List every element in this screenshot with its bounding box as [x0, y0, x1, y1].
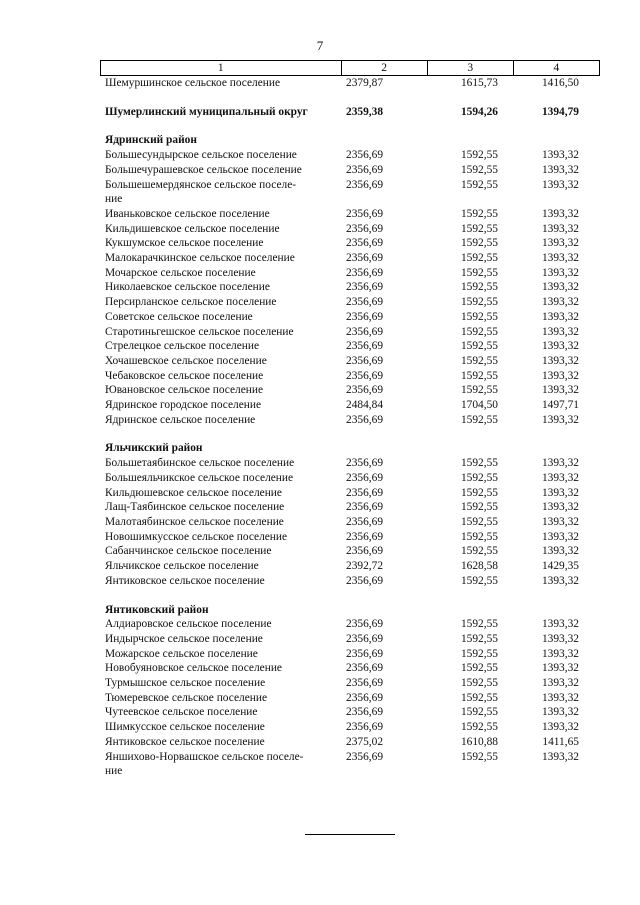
value-col-3: 1592,55	[460, 721, 498, 734]
value-col-3	[428, 133, 498, 148]
value-col-4: 1393,32	[541, 471, 579, 484]
settlement-name: Иваньковское сельское поселение	[105, 207, 270, 220]
value-col-4: 1393,32	[541, 296, 579, 309]
value-col-3: 1592,55	[460, 340, 498, 353]
settlement-name: Новобуяновское сельское поселение	[105, 662, 282, 675]
value-col-2: 2356,69	[346, 501, 384, 514]
value-col-3: 1592,55	[460, 706, 498, 719]
value-col-2: 2356,69	[346, 340, 384, 353]
value-col-2: 2356,69	[346, 486, 384, 499]
value-col-2: 2356,69	[346, 677, 384, 690]
value-col-3: 1592,55	[460, 252, 498, 265]
settlement-name: Ювановское сельское поселение	[105, 384, 264, 397]
value-col-2: 2356,69	[346, 325, 384, 338]
settlement-name: Шимкусское сельское поселение	[105, 721, 265, 734]
settlement-name: Кильдишевское сельское поселение	[105, 222, 280, 235]
value-col-3: 1592,55	[460, 149, 498, 162]
settlement-name: Ядринское сельское поселение	[105, 413, 256, 426]
column-header-1: 1	[100, 61, 342, 75]
value-col-4	[498, 441, 579, 456]
settlement-name: Индырчское сельское поселение	[105, 632, 263, 645]
table-row	[100, 398, 600, 413]
settlement-name: Яльчикское сельское поселение	[105, 560, 259, 573]
table-row	[100, 236, 600, 251]
value-col-3	[428, 441, 498, 456]
settlement-name: Ядринское городское поселение	[105, 399, 262, 412]
table-row	[100, 559, 600, 574]
table-row	[100, 661, 600, 676]
value-col-4: 1411,65	[542, 735, 579, 748]
value-col-4: 1393,32	[541, 618, 579, 631]
value-col-2: 2484,84	[346, 399, 384, 412]
value-col-4: 1416,50	[541, 77, 579, 89]
settlement-name: ние	[105, 765, 123, 778]
table-row	[100, 207, 600, 222]
value-col-4: 1393,32	[541, 750, 579, 763]
value-col-4: 1393,32	[541, 149, 579, 162]
table-row	[100, 544, 600, 559]
value-col-3: 1592,55	[460, 310, 498, 323]
table-row	[100, 500, 600, 515]
footer-rule	[305, 834, 395, 835]
value-col-4: 1393,32	[541, 222, 579, 235]
value-col-2: 2356,69	[346, 750, 384, 763]
value-col-2: 2379,87	[346, 77, 384, 89]
row-spacer	[100, 589, 600, 603]
value-col-4: 1393,32	[541, 486, 579, 499]
settlement-name: Чебаковское сельское поселение	[105, 369, 264, 382]
value-col-2: 2356,69	[346, 647, 384, 660]
value-col-4: 1393,32	[541, 340, 579, 353]
settlement-name: Малокарачкинское сельское поселение	[105, 252, 295, 265]
value-col-3: 1592,55	[460, 691, 498, 704]
district-name: Янтиковский район	[105, 603, 209, 616]
value-col-3: 1592,55	[460, 325, 498, 338]
table-row	[100, 750, 600, 765]
value-col-2: 2356,69	[346, 515, 384, 528]
settlement-name: Лащ-Таябинское сельское поселение	[105, 501, 285, 514]
value-col-2: 2356,69	[346, 691, 384, 704]
settlement-name: Кильдюшевское сельское поселение	[105, 486, 282, 499]
table-row	[100, 720, 600, 735]
table-header-row	[100, 60, 600, 76]
table-row	[100, 735, 600, 750]
value-col-4: 1393,32	[541, 501, 579, 514]
value-col-4: 1393,32	[541, 574, 579, 587]
district-name: Яльчикский район	[105, 442, 203, 455]
table-row	[100, 574, 600, 589]
table-row	[100, 148, 600, 163]
value-col-2	[342, 603, 428, 618]
value-col-3	[428, 603, 498, 618]
value-col-4: 1393,32	[541, 530, 579, 543]
value-col-2: 2356,69	[346, 207, 384, 220]
table-row	[100, 76, 600, 91]
value-col-3: 1628,58	[460, 560, 498, 573]
table-row	[100, 192, 600, 207]
column-header-2: 2	[342, 61, 428, 75]
value-col-3: 1592,55	[460, 574, 498, 587]
value-col-3: 1592,55	[460, 618, 498, 631]
value-col-4: 1393,32	[541, 163, 579, 176]
value-col-3: 1592,55	[460, 207, 498, 220]
value-col-2: 2356,69	[346, 721, 384, 734]
table-row	[100, 339, 600, 354]
settlement-name: Тюмеревское сельское поселение	[105, 691, 268, 704]
value-col-3: 1592,55	[460, 471, 498, 484]
value-col-2: 2356,69	[346, 662, 384, 675]
table-row	[100, 413, 600, 428]
settlement-name: Мочарское сельское поселение	[105, 266, 256, 279]
table-row	[100, 222, 600, 237]
table-row	[100, 163, 600, 178]
value-col-2: 2356,69	[346, 457, 384, 470]
table-row	[100, 280, 600, 295]
settlement-name: Сабанчинское сельское поселение	[105, 545, 272, 558]
settlement-name: Можарское сельское поселение	[105, 647, 258, 660]
value-col-4: 1393,32	[541, 252, 579, 265]
value-col-2: 2356,69	[346, 471, 384, 484]
value-col-4: 1393,32	[541, 369, 579, 382]
value-col-3: 1592,55	[460, 545, 498, 558]
value-col-4: 1393,32	[541, 384, 579, 397]
value-col-2: 2356,69	[346, 237, 384, 250]
table-row	[100, 515, 600, 530]
district-total-row	[100, 105, 600, 120]
value-col-4: 1393,32	[541, 677, 579, 690]
value-col-3: 1592,55	[460, 178, 498, 191]
settlement-name: Шемуршинское сельское поселение	[105, 77, 281, 89]
value-col-2: 2356,69	[346, 369, 384, 382]
table-row	[100, 178, 600, 193]
district-heading-row	[100, 441, 600, 456]
value-col-3: 1592,55	[460, 281, 498, 294]
value-col-2: 2356,69	[346, 149, 384, 162]
value-col-2	[342, 764, 428, 779]
district-heading-row	[100, 603, 600, 618]
value-col-2: 2375,02	[346, 735, 384, 748]
settlement-name: Старотиньгешское сельское поселение	[105, 325, 294, 338]
value-col-4: 1393,32	[541, 354, 579, 367]
settlement-name: Большеяльчикское сельское поселение	[105, 471, 294, 484]
district-name: Ядринский район	[105, 134, 197, 147]
value-col-3: 1592,55	[460, 647, 498, 660]
value-col-3: 1592,55	[460, 515, 498, 528]
value-col-2: 2356,69	[346, 574, 384, 587]
settlement-name: Большешемердянское сельское поселе-	[105, 178, 297, 191]
table-row	[100, 456, 600, 471]
value-col-2: 2356,69	[346, 530, 384, 543]
settlement-name: Малотаябинское сельское поселение	[105, 515, 284, 528]
value-col-3: 1592,55	[460, 354, 498, 367]
settlement-name: Большетаябинское сельское поселение	[105, 457, 295, 470]
table-row	[100, 647, 600, 662]
value-col-2: 2356,69	[346, 266, 384, 279]
tariff-table	[100, 60, 600, 779]
page-number: 7	[316, 38, 324, 53]
settlement-name: Большечурашевское сельское поселение	[105, 163, 302, 176]
settlement-name: Персирланское сельское поселение	[105, 296, 277, 309]
settlement-name: Кукшумское сельское поселение	[105, 237, 264, 250]
value-col-3: 1592,55	[460, 486, 498, 499]
settlement-name: Алдиаровское сельское поселение	[105, 618, 272, 631]
value-col-2: 2392,72	[346, 560, 384, 573]
value-col-4	[498, 133, 579, 148]
value-col-4: 1393,32	[541, 647, 579, 660]
value-col-4: 1393,32	[541, 325, 579, 338]
value-col-2: 2359,38	[346, 105, 384, 118]
value-col-4: 1393,32	[541, 281, 579, 294]
table-row	[100, 354, 600, 369]
value-col-4: 1393,32	[541, 691, 579, 704]
value-col-2: 2356,69	[346, 413, 384, 426]
value-col-4	[498, 192, 579, 207]
table-row	[100, 266, 600, 281]
table-row	[100, 691, 600, 706]
table-row	[100, 383, 600, 398]
settlement-name: Яншихово-Норвашское сельское поселе-	[105, 750, 304, 763]
district-heading-row	[100, 133, 600, 148]
table-row	[100, 617, 600, 632]
value-col-4: 1393,32	[541, 266, 579, 279]
value-col-3: 1592,55	[460, 296, 498, 309]
column-header-4: 4	[514, 61, 600, 75]
settlement-name: Советское сельское поселение	[105, 310, 253, 323]
value-col-4: 1393,32	[541, 310, 579, 323]
value-col-2: 2356,69	[346, 618, 384, 631]
value-col-4: 1393,32	[541, 721, 579, 734]
table-body	[100, 76, 600, 779]
value-col-2: 2356,69	[346, 354, 384, 367]
value-col-3: 1592,55	[460, 632, 498, 645]
table-row	[100, 705, 600, 720]
value-col-3: 1592,55	[460, 530, 498, 543]
settlement-name: Стрелецкое сельское поселение	[105, 340, 260, 353]
value-col-4: 1393,32	[541, 178, 579, 191]
value-col-4: 1394,79	[541, 105, 579, 118]
settlement-name: Хочашевское сельское поселение	[105, 354, 267, 367]
row-spacer	[100, 119, 600, 133]
value-col-2: 2356,69	[346, 706, 384, 719]
table-row	[100, 764, 600, 779]
value-col-3: 1592,55	[460, 501, 498, 514]
value-col-2: 2356,69	[346, 178, 384, 191]
settlement-name: Большесундырское сельское поселение	[105, 149, 297, 162]
value-col-2: 2356,69	[346, 310, 384, 323]
value-col-2: 2356,69	[346, 384, 384, 397]
value-col-3: 1610,88	[460, 735, 498, 748]
value-col-4	[498, 603, 579, 618]
value-col-3: 1592,55	[460, 413, 498, 426]
value-col-3: 1592,55	[460, 750, 498, 763]
value-col-3: 1592,55	[460, 662, 498, 675]
value-col-3	[428, 764, 498, 779]
value-col-2	[342, 192, 428, 207]
value-col-4: 1393,32	[541, 706, 579, 719]
value-col-3: 1592,55	[460, 266, 498, 279]
value-col-3: 1592,55	[460, 369, 498, 382]
table-row	[100, 251, 600, 266]
settlement-name: Янтиковское сельское поселение	[105, 735, 265, 748]
value-col-2: 2356,69	[346, 545, 384, 558]
value-col-3: 1592,55	[460, 677, 498, 690]
value-col-3: 1592,55	[460, 222, 498, 235]
table-row	[100, 369, 600, 384]
value-col-4: 1393,32	[541, 515, 579, 528]
value-col-4: 1393,32	[541, 457, 579, 470]
settlement-name: Шумерлинский муниципальный округ	[105, 105, 308, 118]
settlement-name: Чутеевское сельское поселение	[105, 706, 258, 719]
value-col-3: 1704,50	[460, 399, 498, 412]
table-row	[100, 530, 600, 545]
value-col-3: 1592,55	[460, 163, 498, 176]
row-spacer	[100, 91, 600, 105]
value-col-2: 2356,69	[346, 222, 384, 235]
settlement-name: ние	[105, 193, 123, 206]
table-row	[100, 295, 600, 310]
settlement-name: Николаевское сельское поселение	[105, 281, 270, 294]
value-col-2: 2356,69	[346, 163, 384, 176]
value-col-3: 1594,26	[460, 105, 498, 118]
value-col-4: 1393,32	[541, 413, 579, 426]
value-col-4: 1393,32	[541, 662, 579, 675]
value-col-4: 1393,32	[541, 237, 579, 250]
table-row	[100, 632, 600, 647]
value-col-4: 1393,32	[541, 207, 579, 220]
row-spacer	[100, 427, 600, 441]
table-row	[100, 471, 600, 486]
table-row	[100, 310, 600, 325]
table-row	[100, 325, 600, 340]
value-col-4: 1393,32	[541, 545, 579, 558]
value-col-4: 1497,71	[541, 399, 579, 412]
settlement-name: Турмышское сельское поселение	[105, 677, 266, 690]
value-col-2: 2356,69	[346, 632, 384, 645]
column-header-3: 3	[428, 61, 514, 75]
table-row	[100, 486, 600, 501]
value-col-4	[498, 764, 579, 779]
value-col-3: 1615,73	[460, 77, 498, 89]
value-col-4: 1393,32	[541, 632, 579, 645]
value-col-2	[342, 441, 428, 456]
value-col-4: 1429,35	[541, 560, 579, 573]
value-col-3: 1592,55	[460, 457, 498, 470]
settlement-name: Янтиковское сельское поселение	[105, 574, 265, 587]
value-col-2	[342, 133, 428, 148]
value-col-2: 2356,69	[346, 252, 384, 265]
value-col-3	[428, 192, 498, 207]
settlement-name: Новошимкусское сельское поселение	[105, 530, 288, 543]
table-row	[100, 676, 600, 691]
value-col-2: 2356,69	[346, 281, 384, 294]
value-col-3: 1592,55	[460, 384, 498, 397]
value-col-2: 2356,69	[346, 296, 384, 309]
value-col-3: 1592,55	[460, 237, 498, 250]
